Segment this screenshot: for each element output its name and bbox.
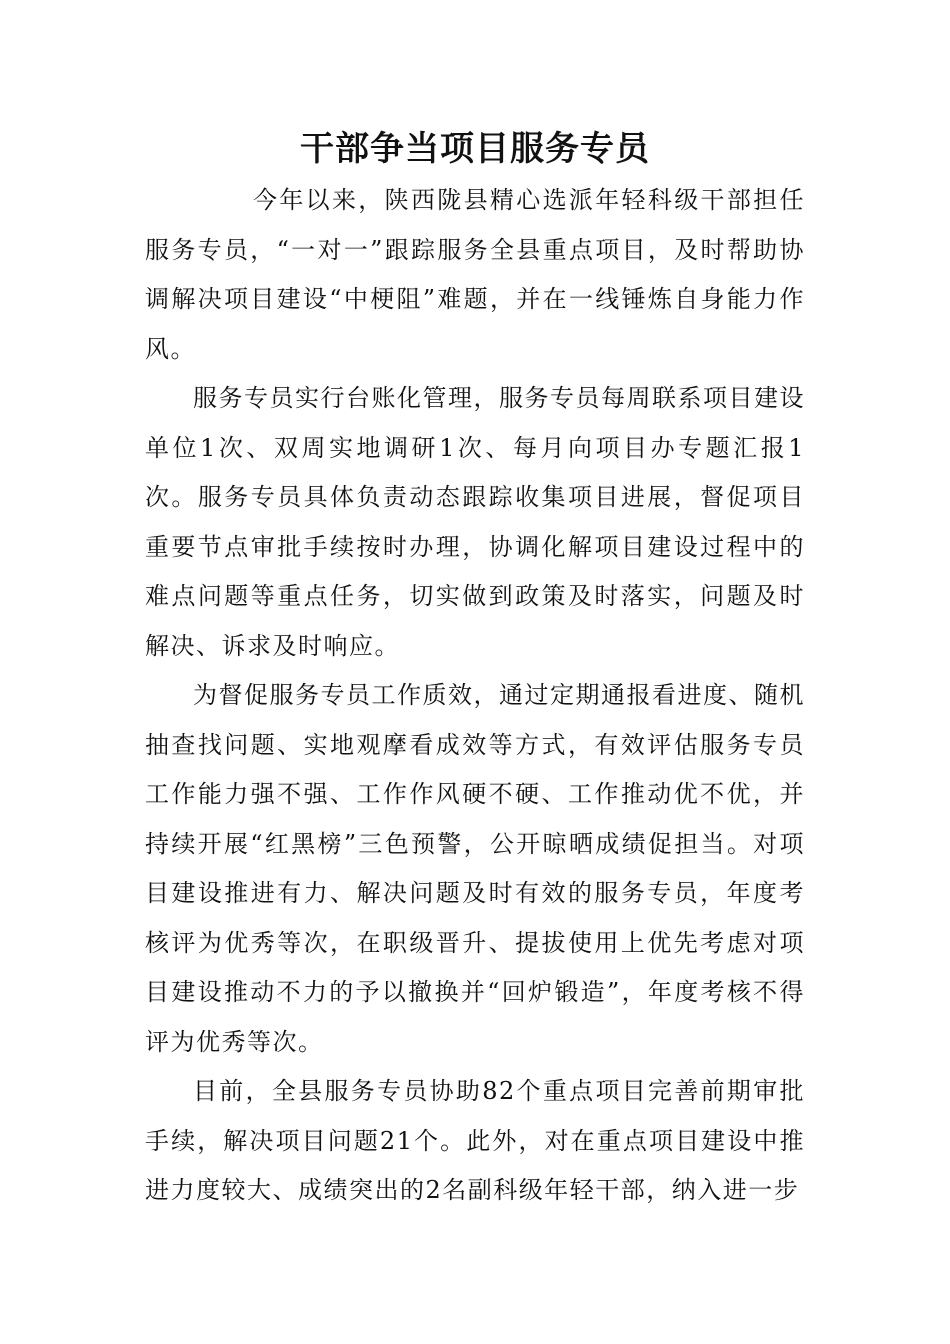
document-title: 干部争当项目服务专员 (300, 129, 650, 169)
paragraph-2: 服务专员实行台账化管理，服务专员每周联系项目建设单位1次、双周实地调研1次、每月向项目办专题汇报1次。服务专员具体负责动态跟踪收集项目进展，督促项目重要节点审批手续按时办理，协调化解项目建设过程中的难点问题等重点任务，切实做到政策及时落实，问题及时解决、诉求及时响应。 (145, 384, 805, 660)
document-body (145, 176, 805, 1216)
paragraph-1: 今年以来，陕西陇县精心选派年轻科级干部担任服务专员，“一对一”跟踪服务全县重点项目，及时帮助协调解决项目建设“中梗阻”难题，并在一线锤炼自身能力作风。 (145, 186, 805, 363)
paragraph-4: 目前，全县服务专员协助82个重点项目完善前期审批手续，解决项目问题21个。此外，对在重点项目建设中推进力度较大、成绩突出的2名副科级年轻干部，纳入进一步 (145, 1077, 805, 1204)
paragraph-3: 为督促服务专员工作质效，通过定期通报看进度、随机抽查找问题、实地观摩看成效等方式，有效评估服务专员工作能力强不强、工作作风硬不硬、工作推动优不优，并持续开展“红黑榜”三色预警，公开晾晒成绩促担当。对项目建设推进有力、解决问题及时有效的服务专员，年度考核评为优秀等次，在职级晋升、提拔使用上优先考虑对项目建设推动不力的予以撤换并“回炉锻造”，年度考核不得评为优秀等次。 (145, 681, 805, 1056)
